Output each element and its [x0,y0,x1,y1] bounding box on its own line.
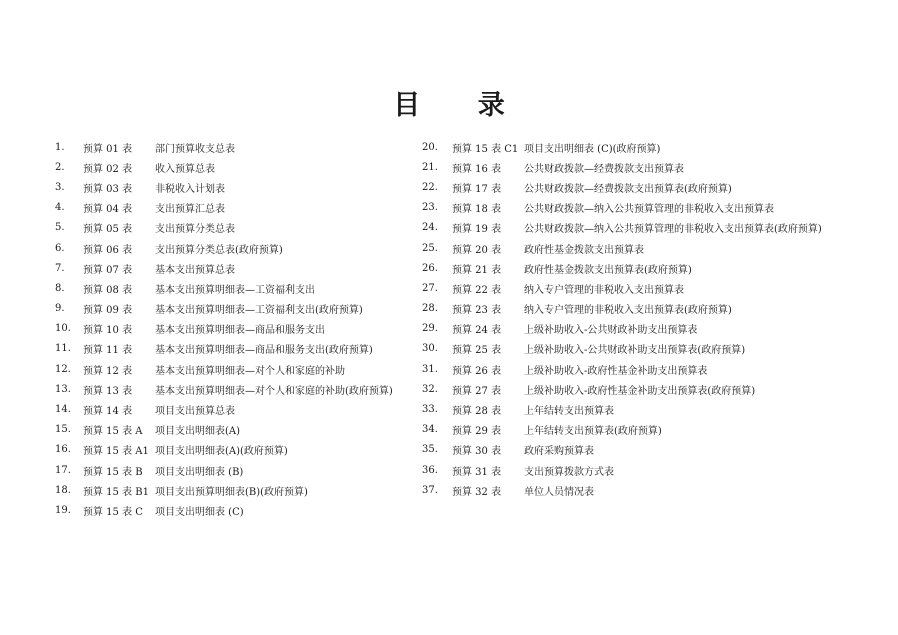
toc-entry-name: 项目支出明细表(A)(政府预算) [155,446,288,458]
toc-entry-code: 预算 20 表 [452,244,502,256]
toc-entry-code: 预算 16 表 [452,163,502,175]
toc-entry-name: 收入预算总表 [155,163,215,175]
toc-entry-number: 36. [422,464,438,476]
toc-entry-name: 项目支出明细表 (B) [155,466,244,478]
toc-entry-number: 18. [55,484,71,496]
toc-entry-name: 基本支出预算明细表—工资福利支出(政府预算) [155,305,363,317]
toc-entry-code: 预算 27 表 [452,385,502,397]
toc-entry-number: 2. [55,161,65,173]
toc-entry[interactable] [422,480,862,500]
toc-entry-code: 预算 19 表 [452,224,502,236]
toc-right-column [422,137,862,500]
toc-entry-name: 基本支出预算明细表—商品和服务支出 [155,325,325,337]
toc-entry[interactable] [422,299,862,319]
toc-entry-name: 基本支出预算明细表—对个人和家庭的补助(政府预算) [155,385,393,397]
toc-entry-code: 预算 03 表 [83,183,133,195]
toc-entry-code: 预算 14 表 [83,406,133,418]
toc-entry-number: 14. [55,404,71,416]
toc-entry-name: 项目支出明细表 (C)(政府预算) [524,143,661,155]
toc-entry-code: 预算 21 表 [452,264,502,276]
toc-entry-name: 支出预算分类总表(政府预算) [155,244,283,256]
toc-entry-code: 预算 11 表 [83,345,133,357]
toc-entry[interactable] [55,198,425,218]
toc-entry[interactable] [55,420,425,440]
toc-entry-number: 28. [422,303,438,315]
toc-entry-number: 33. [422,404,438,416]
toc-entry-code: 预算 15 表 C [83,506,143,518]
toc-entry-number: 25. [422,242,438,254]
toc-entry-number: 29. [422,323,438,335]
toc-entry-code: 预算 15 表 B1 [83,486,149,498]
toc-entry[interactable] [55,238,425,258]
toc-entry-number: 16. [55,444,71,456]
toc-entry-name: 上级补助收入-公共财政补助支出预算表 [524,325,698,337]
toc-entry[interactable] [422,399,862,419]
toc-entry-number: 23. [422,202,438,214]
toc-entry[interactable] [422,157,862,177]
toc-left-column [55,137,425,521]
toc-entry-name: 纳入专户管理的非税收入支出预算表(政府预算) [524,305,732,317]
toc-entry-name: 上级补助收入-政府性基金补助支出预算表(政府预算) [524,385,756,397]
toc-entry-name: 基本支出预算明细表—商品和服务支出(政府预算) [155,345,373,357]
toc-entry[interactable] [55,177,425,197]
toc-entry-name: 上年结转支出预算表 [524,406,614,418]
toc-entry[interactable] [422,278,862,298]
toc-entry[interactable] [422,177,862,197]
toc-entry-name: 基本支出预算总表 [155,264,235,276]
toc-entry[interactable] [55,157,425,177]
toc-entry-name: 公共财政拨款—纳入公共预算管理的非税收入支出预算表 [524,204,774,216]
toc-entry-name: 部门预算收支总表 [155,143,235,155]
toc-entry-name: 基本支出预算明细表—工资福利支出 [155,284,315,296]
toc-entry-number: 32. [422,383,438,395]
toc-entry-code: 预算 15 表 C1 [452,143,519,155]
toc-entry-number: 8. [55,282,65,294]
toc-entry[interactable] [422,198,862,218]
toc-entry-number: 5. [55,222,65,234]
toc-entry-number: 1. [55,141,65,153]
toc-entry-number: 22. [422,181,438,193]
toc-entry-number: 13. [55,383,71,395]
toc-entry-name: 支出预算汇总表 [155,204,225,216]
toc-entry-number: 31. [422,363,438,375]
toc-entry[interactable] [55,299,425,319]
toc-entry-number: 35. [422,444,438,456]
toc-entry[interactable] [55,460,425,480]
toc-entry-number: 11. [55,343,71,355]
toc-entry-code: 预算 26 表 [452,365,502,377]
toc-entry[interactable] [55,480,425,500]
toc-entry[interactable] [55,218,425,238]
toc-entry-code: 预算 32 表 [452,486,502,498]
toc-entry[interactable] [55,137,425,157]
toc-entry-code: 预算 15 表 A1 [83,446,149,458]
toc-entry-number: 9. [55,303,65,315]
toc-entry-name: 公共财政拨款—纳入公共预算管理的非税收入支出预算表(政府预算) [524,224,822,236]
toc-entry[interactable] [55,359,425,379]
toc-entry-code: 预算 13 表 [83,385,133,397]
toc-entry-code: 预算 07 表 [83,264,133,276]
toc-entry-code: 预算 12 表 [83,365,133,377]
toc-entry-number: 24. [422,222,438,234]
toc-entry-code: 预算 22 表 [452,284,502,296]
toc-entry-name: 上年结转支出预算表(政府预算) [524,426,662,438]
toc-entry[interactable] [422,359,862,379]
toc-entry-name: 单位人员情况表 [524,486,594,498]
toc-entry-name: 项目支出明细表(A) [155,426,241,438]
toc-entry-name: 项目支出预算总表 [155,406,235,418]
toc-entry-code: 预算 09 表 [83,305,133,317]
toc-entry-number: 6. [55,242,65,254]
toc-entry-code: 预算 25 表 [452,345,502,357]
toc-entry-name: 基本支出预算明细表—对个人和家庭的补助 [155,365,345,377]
toc-entry-number: 34. [422,424,438,436]
toc-entry[interactable] [422,258,862,278]
toc-entry-number: 19. [55,504,71,516]
toc-entry-number: 3. [55,181,65,193]
toc-entry-name: 纳入专户管理的非税收入支出预算表 [524,284,684,296]
toc-entry-name: 支出预算拨款方式表 [524,466,614,478]
toc-entry-code: 预算 06 表 [83,244,133,256]
toc-entry[interactable] [422,238,862,258]
toc-entry-number: 17. [55,464,71,476]
toc-entry-name: 公共财政拨款—经费拨款支出预算表(政府预算) [524,183,732,195]
toc-entry-number: 12. [55,363,71,375]
toc-entry[interactable] [55,379,425,399]
toc-entry-code: 预算 30 表 [452,446,502,458]
toc-entry[interactable] [55,440,425,460]
toc-entry-number: 27. [422,282,438,294]
toc-entry[interactable] [422,460,862,480]
toc-entry-number: 37. [422,484,438,496]
toc-entry-number: 26. [422,262,438,274]
toc-entry[interactable] [55,500,425,520]
toc-entry[interactable] [55,339,425,359]
toc-entry-number: 30. [422,343,438,355]
toc-entry-code: 预算 01 表 [83,143,133,155]
toc-entry[interactable] [422,440,862,460]
toc-entry-code: 预算 15 表 B [83,466,143,478]
toc-entry-code: 预算 17 表 [452,183,502,195]
toc-entry-name: 项目支出明细表 (C) [155,506,244,518]
toc-entry[interactable] [422,218,862,238]
toc-entry-name: 政府性基金拨款支出预算表(政府预算) [524,264,692,276]
toc-entry-number: 15. [55,424,71,436]
toc-entry-code: 预算 28 表 [452,406,502,418]
toc-entry[interactable] [55,278,425,298]
toc-entry[interactable] [55,258,425,278]
toc-entry-number: 20. [422,141,438,153]
toc-entry[interactable] [422,420,862,440]
toc-entry-name: 公共财政拨款—经费拨款支出预算表 [524,163,684,175]
toc-entry[interactable] [55,399,425,419]
toc-entry-code: 预算 23 表 [452,305,502,317]
toc-entry-number: 10. [55,323,71,335]
toc-entry-name: 上级补助收入-公共财政补助支出预算表(政府预算) [524,345,746,357]
toc-entry-code: 预算 18 表 [452,204,502,216]
toc-entry-number: 7. [55,262,65,274]
toc-entry-name: 政府性基金拨款支出预算表 [524,244,644,256]
toc-entry-name: 非税收入计划表 [155,183,225,195]
toc-entry-name: 项目支出预算明细表(B)(政府预算) [155,486,308,498]
toc-entry-code: 预算 31 表 [452,466,502,478]
toc-entry[interactable] [55,319,425,339]
toc-entry[interactable] [422,379,862,399]
toc-entry-name: 支出预算分类总表 [155,224,235,236]
toc-entry-code: 预算 29 表 [452,426,502,438]
toc-entry-code: 预算 04 表 [83,204,133,216]
page-title: 目 录 [393,90,529,121]
toc-entry[interactable] [422,319,862,339]
toc-entry-code: 预算 02 表 [83,163,133,175]
toc-entry-name: 上级补助收入-政府性基金补助支出预算表 [524,365,708,377]
toc-entry-code: 预算 24 表 [452,325,502,337]
toc-entry-code: 预算 08 表 [83,284,133,296]
toc-entry[interactable] [422,339,862,359]
toc-entry-name: 政府采购预算表 [524,446,594,458]
toc-entry-code: 预算 05 表 [83,224,133,236]
toc-entry-code: 预算 10 表 [83,325,133,337]
toc-entry[interactable] [422,137,862,157]
toc-entry-number: 21. [422,161,438,173]
toc-entry-code: 预算 15 表 A [83,426,143,438]
toc-entry-number: 4. [55,202,65,214]
